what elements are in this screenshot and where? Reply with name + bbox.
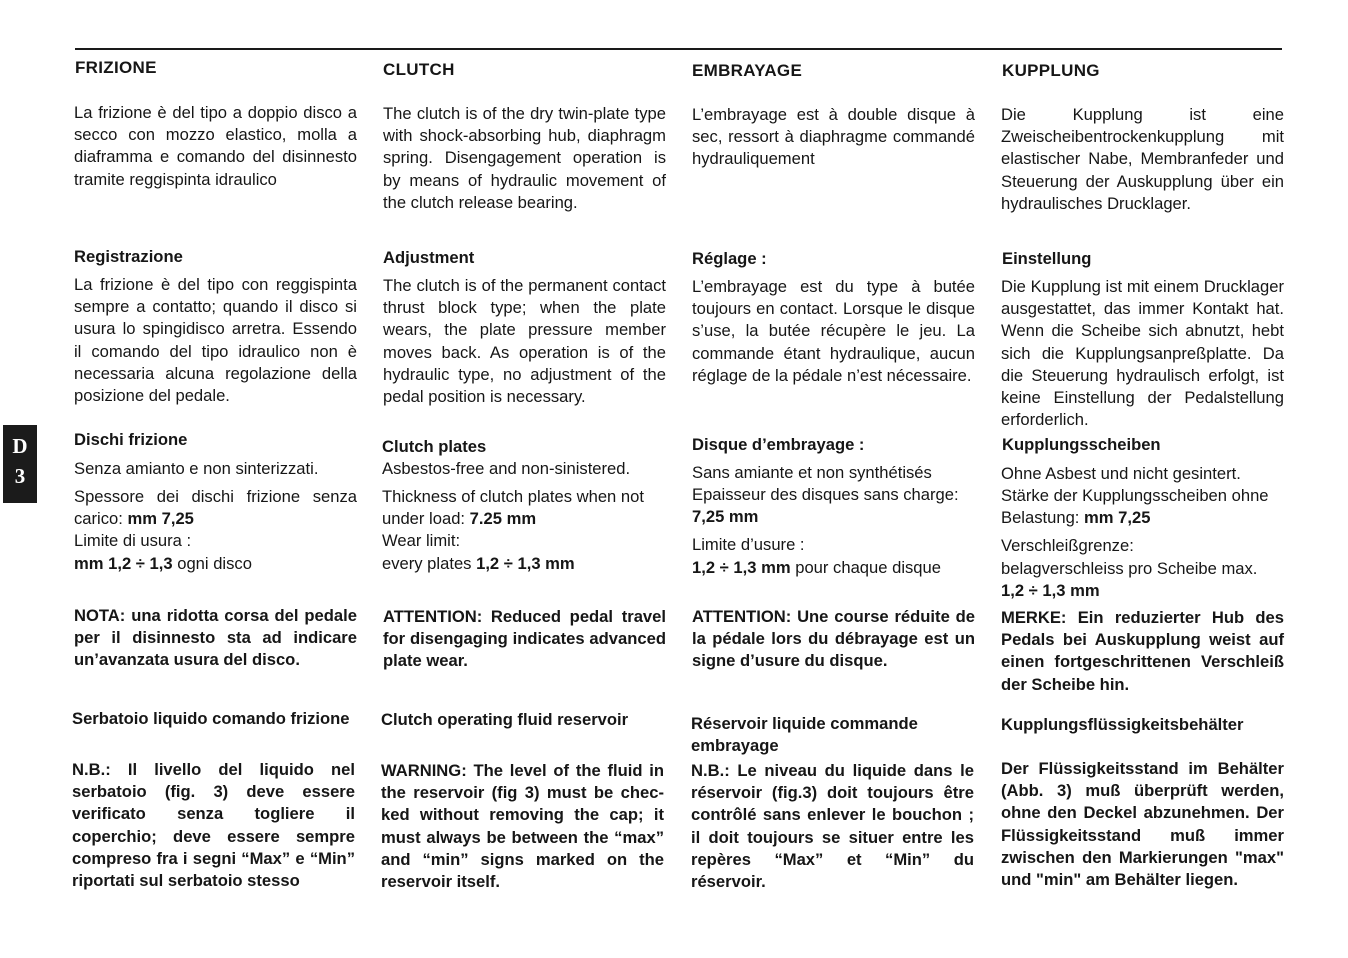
plates-title: Kupplungsscheiben bbox=[1002, 435, 1161, 454]
section-tab-letter: D bbox=[12, 434, 28, 458]
wear-prefix: every plates bbox=[382, 553, 472, 573]
plates-title: Dischi frizione bbox=[74, 430, 188, 449]
section-tab bbox=[3, 425, 37, 503]
plates-spec bbox=[1001, 485, 1284, 602]
plates-spec bbox=[692, 484, 975, 579]
adjustment-title: Réglage : bbox=[692, 249, 767, 268]
intro-text: L’embrayage est à double disque à sec, ressort à diaphragme commandé hydrauliquement bbox=[692, 105, 975, 169]
column-heading: FRIZIONE bbox=[75, 58, 157, 77]
wear-value: 1,2 ÷ 1,3 mm bbox=[692, 557, 791, 577]
wear-value: 1,2 ÷ 1,3 mm bbox=[476, 553, 575, 573]
thickness-label: Stärke der Kupplungsscheiben ohne Belastung: bbox=[1001, 486, 1269, 528]
reservoir-title: Serbatoio liquido comando frizione bbox=[72, 709, 350, 728]
note-text: ATTENTION: Reduced pedal travel for disengaging indicates advanced plate wear. bbox=[383, 607, 666, 671]
thickness-value: mm 7,25 bbox=[127, 509, 194, 529]
plates-material: Asbestos-free and non-sinistered. bbox=[382, 459, 631, 478]
reservoir-text: N.B.: Il livello del liquido nel serbatoio (fig. 3) deve essere verificato senza togliere il coperchio; deve essere sempre compreso fra i segni “Max” e “Min” riportati sul serbatoio stesso bbox=[72, 760, 355, 891]
adjustment-title: Adjustment bbox=[383, 248, 475, 267]
section-tab-number: 3 bbox=[14, 464, 26, 488]
reservoir-title: Kupplungsflüssigkeitsbehälter bbox=[1001, 715, 1244, 734]
adjustment-text: Die Kupplung ist mit einem Drucklager ausgestattet, das immer Kontakt hat. Wenn die Scheibe sich abnutzt, hebt sich die Kupplungsanpreßplatte. Da die Steuerung hydraulisch erfolgt, ist keine Einstellung der Pedalstellung erforderlich. bbox=[1001, 277, 1284, 430]
thickness-value: 7.25 mm bbox=[469, 509, 537, 529]
plates-spec bbox=[382, 486, 665, 575]
wear-suffix: ogni disco bbox=[177, 553, 252, 573]
column-heading: KUPPLUNG bbox=[1002, 61, 1100, 80]
intro-text: The clutch is of the dry twin-plate type with shock-absorbing hub, diaphragm spring. Disengagement operation is by means of hydraulic movement of the clutch release bearing. bbox=[383, 104, 666, 212]
plates-material: Sans amiante et non synthétisés bbox=[692, 463, 932, 482]
reservoir-text: Der Flüssigkeitsstand im Behälter (Abb. 3) muß überprüft werden, ohne den Deckel abzunehmen. Der Flüssigkeitsstand muß immer zwischen den Markierungen "max" und "min" am Behälter liegen. bbox=[1001, 759, 1284, 890]
adjustment-text: La frizione è del tipo con reggispinta sempre a contatto; quando il disco si usura lo spingidisco arretra. Essendo il comando del tipo idraulico non è necessaria alcuna regolazione della posizione del pedale. bbox=[74, 275, 357, 406]
wear-value: 1,2 ÷ 1,3 mm bbox=[1001, 580, 1100, 600]
intro-text: Die Kupplung ist eine Zweischeibentrockenkupplung mit elastischer Nabe, Membranfeder und Steuerung der Auskupplung über ein hydraulisches Drucklager. bbox=[1001, 105, 1284, 213]
adjustment-text: The clutch is of the permanent contact thrust block type; when the plate wears, the plate pressure member moves back. As operation is of the hydraulic type, no adjustment of the pedal position is necessary. bbox=[383, 276, 666, 407]
thickness-label: Spessore dei dischi frizione senza carico: bbox=[74, 487, 357, 529]
wear-label: Limite d’usure : bbox=[692, 535, 805, 555]
wear-value: mm 1,2 ÷ 1,3 bbox=[74, 553, 173, 573]
plates-material: Ohne Asbest und nicht gesintert. bbox=[1001, 464, 1241, 483]
plates-title: Disque d’embrayage : bbox=[692, 435, 865, 454]
wear-label: Verschleißgrenze: bbox=[1001, 536, 1134, 556]
adjustment-text: L’embrayage est du type à butée toujours en contact. Lorsque le disque s’use, la butée récupère le jeu. La commande étant hydraulique, aucun réglage de la pédale n’est nécessaire. bbox=[692, 277, 975, 385]
adjustment-title: Registrazione bbox=[74, 247, 183, 266]
intro-text: La frizione è del tipo a doppio disco a secco con mozzo elastico, molla a diaframma e comando del disinnesto tramite reggispinta idraulico bbox=[74, 103, 357, 189]
plates-spec bbox=[74, 486, 357, 575]
wear-label: Wear limit: bbox=[382, 531, 461, 551]
note-text: MERKE: Ein reduzierter Hub des Pedals bei Auskupplung weist auf einen fortgeschrittenen Verschleiß der Scheibe hin. bbox=[1001, 608, 1284, 694]
reservoir-title: Clutch operating fluid reservoir bbox=[381, 710, 629, 729]
reservoir-text: N.B.: Le niveau du liquide dans le réservoir (fig.3) doit toujours être contrôlé sans enlever le bouchon ; il doit toujours se situer entre les repères “Max” et “Min” du réservoir. bbox=[691, 761, 974, 892]
top-rule bbox=[75, 48, 1282, 50]
wear-label: Limite di usura : bbox=[74, 531, 192, 551]
thickness-value: 7,25 mm bbox=[692, 507, 759, 527]
thickness-label: Epaisseur des disques sans charge: bbox=[692, 485, 959, 504]
plates-title: Clutch plates bbox=[382, 437, 487, 456]
note-text: ATTENTION: Une course réduite de la pédale lors du débrayage est un signe d’usure du disque. bbox=[692, 607, 975, 671]
note-text: NOTA: una ridotta corsa del pedale per il disinnesto sta ad indicare un’avanzata usura del disco. bbox=[74, 606, 357, 670]
adjustment-title: Einstellung bbox=[1002, 249, 1092, 268]
reservoir-text: WARNING: The level of the fluid in the reservoir (fig 3) must be chec-ked without removing the cap; it must always be between the “max” and “min” signs marked on the reservoir itself. bbox=[381, 761, 664, 892]
wear-suffix: pour chaque disque bbox=[795, 557, 941, 577]
thickness-value: mm 7,25 bbox=[1084, 508, 1151, 528]
plates-material: Senza amianto e non sinterizzati. bbox=[74, 459, 319, 478]
thickness-label: Thickness of clutch plates when not under load: bbox=[382, 487, 644, 529]
column-heading: CLUTCH bbox=[383, 60, 455, 79]
column-heading: EMBRAYAGE bbox=[692, 61, 803, 80]
reservoir-title: Réservoir liquide commande embrayage bbox=[691, 714, 918, 756]
wear-prefix: belagverschleiss pro Scheibe max. bbox=[1001, 558, 1258, 578]
